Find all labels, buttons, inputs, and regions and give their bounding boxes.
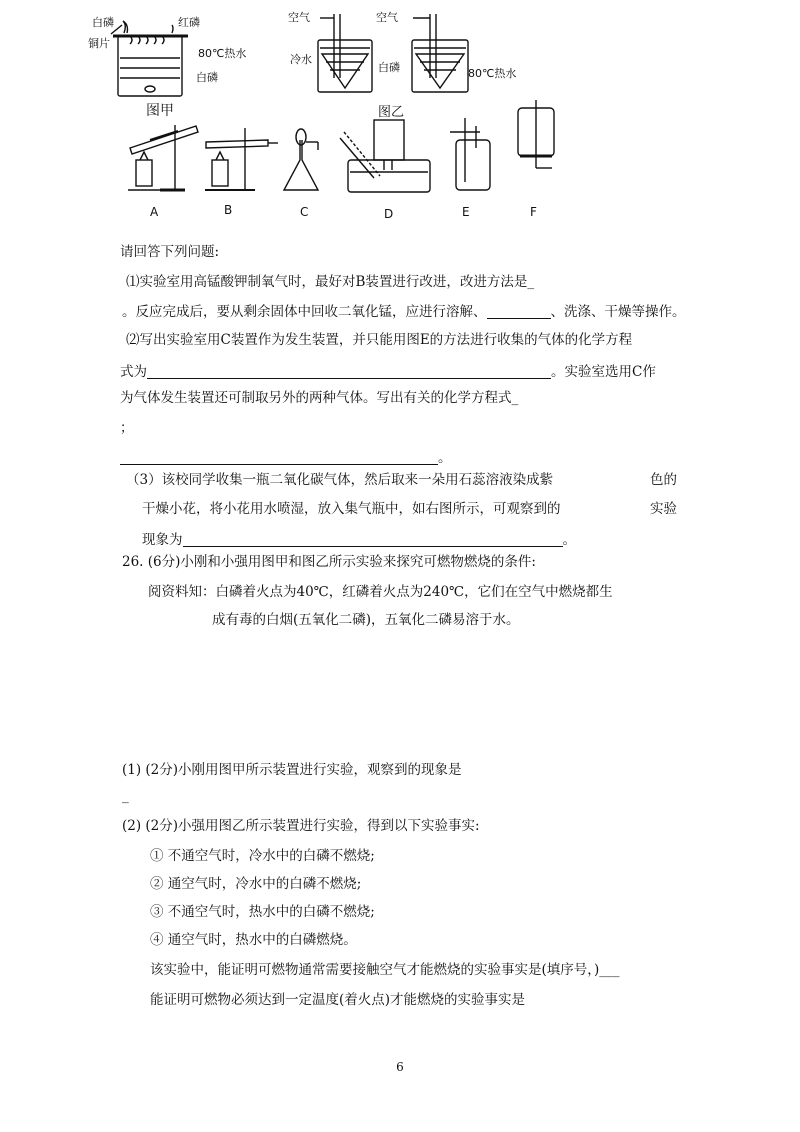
q25-part2-line2: [120, 364, 656, 380]
q25-blank-phenomenon[interactable]: [183, 532, 563, 547]
q25-part3-line3-text-a: 现象为: [142, 532, 183, 548]
apparatus-f: [518, 100, 554, 168]
q25-part3-line3: [142, 532, 576, 548]
q25-part3-line1: [126, 474, 553, 488]
q26-conclusion-1: [150, 964, 620, 978]
label-white-phosphorus-3: 白磷: [378, 61, 400, 74]
apparatus-e: [450, 118, 490, 190]
q25-part1-line2: [122, 304, 686, 320]
q25-part2-line5: [120, 450, 452, 466]
q26-reading-1: 阅资料知：白磷着火点为40℃，红磷着火点为240℃，它们在空气中燃烧都生: [148, 584, 613, 600]
q26-fact-2: ② 通空气时，冷水中的白磷不燃烧;: [150, 876, 362, 892]
apparatus-letter-f: F: [530, 205, 537, 219]
q25-part1-line1: ⑴实验室用高锰酸钾制氧气时，最好对B装置进行改进，改进方法是_: [126, 274, 535, 290]
apparatus-b: [205, 128, 278, 190]
q25-part3-line2-tail: 实验: [650, 501, 677, 517]
beaker-yi-hot: [412, 14, 468, 92]
q25-part2-line4: ；: [120, 420, 134, 436]
q25-part3-line2: 干燥小花，将小花用水喷湿，放入集气瓶中，如右图所示，可观察到的: [142, 501, 561, 517]
apparatus-letter-e: E: [462, 205, 470, 219]
q25-part3-line3-end: 。: [562, 532, 576, 548]
q26-reading-2: 成有毒的白烟(五氧化二磷)，五氧化二磷易溶于水。: [212, 612, 520, 628]
q25-part3-line1-tail: 色的: [650, 472, 677, 488]
q26-fact-4: ④ 通空气时，热水中的白磷燃烧。: [150, 932, 357, 948]
label-hot-water-a: 80℃热水: [198, 47, 247, 60]
label-red-phosphorus: 红磷: [178, 16, 200, 29]
q26-sub1-blank[interactable]: _: [122, 788, 129, 804]
apparatus-letter-b: B: [224, 203, 233, 217]
q25-part2-line3: 为气体发生装置还可制取另外的两种气体。写出有关的化学方程式_: [120, 390, 519, 406]
label-air-2: 空气: [376, 11, 398, 24]
q26-conclusion-1-text: 该实验中，能证明可燃物通常需要接触空气才能燃烧的实验事实是(填序号，): [150, 962, 600, 978]
q26-sub1: (1) (2分)小刚用图甲所示装置进行实验，观察到的现象是: [122, 762, 462, 778]
beaker-yi-cold: [318, 14, 372, 92]
q25-part1-line2-text-b: 、洗涤、干燥等操作。: [550, 304, 686, 320]
apparatus-c: [284, 129, 318, 190]
q25-intro: 请回答下列问题:: [120, 244, 220, 260]
q25-part3-line1-text-a: （3）该校同学收集一瓶二氧化碳气体，然后取来一朵用石蕊溶液染成紫: [126, 472, 554, 488]
q26-sub2: (2) (2分)小强用图乙所示装置进行实验，得到以下实验事实:: [122, 818, 480, 834]
apparatus-figure: [0, 0, 800, 235]
q25-blank-equation-1[interactable]: [147, 364, 551, 379]
label-figure-jia: 图甲: [146, 103, 174, 119]
q25-part2-line5-end: 。: [438, 450, 452, 466]
q25-part2-line2-text-b: 。实验室选用C作: [551, 364, 656, 380]
label-hot-water-b: 80℃热水: [468, 67, 517, 80]
apparatus-d: [340, 120, 430, 192]
apparatus-letter-d: D: [384, 207, 394, 221]
apparatus-a: [128, 125, 198, 190]
q25-blank-equation-2[interactable]: [120, 450, 438, 465]
q26-fact-1: ① 不通空气时，冷水中的白磷不燃烧;: [150, 848, 375, 864]
beaker-jia: [111, 21, 188, 96]
q25-part1-line2-text-a: 。反应完成后，要从剩余固体中回收二氧化锰，应进行溶解、: [122, 304, 487, 320]
q26-conclusion-1-blank[interactable]: ___: [599, 962, 620, 978]
q25-blank-separation-step[interactable]: [487, 304, 551, 319]
apparatus-letter-c: C: [300, 205, 309, 219]
q25-part2-line1: ⑵写出实验室用C装置作为发生装置，并只能用图E的方法进行收集的气体的化学方程: [126, 332, 633, 348]
page-number: 6: [396, 1060, 404, 1074]
q25-part2-line2-text-a: 式为: [120, 364, 147, 380]
label-figure-yi: 图乙: [378, 105, 405, 120]
apparatus-letter-a: A: [150, 205, 159, 219]
label-air-1: 空气: [288, 11, 310, 24]
label-white-phosphorus-2: 白磷: [196, 71, 218, 84]
label-copper-sheet: 铜片: [88, 37, 110, 50]
q26-conclusion-2: 能证明可燃物必须达到一定温度(着火点)才能燃烧的实验事实是: [150, 992, 526, 1008]
label-white-phosphorus: 白磷: [92, 16, 114, 29]
q26-title: 26. (6分)小刚和小强用图甲和图乙所示实验来探究可燃物燃烧的条件:: [122, 554, 536, 570]
label-cold-water: 冷水: [290, 53, 312, 66]
q26-fact-3: ③ 不通空气时，热水中的白磷不燃烧;: [150, 904, 375, 920]
